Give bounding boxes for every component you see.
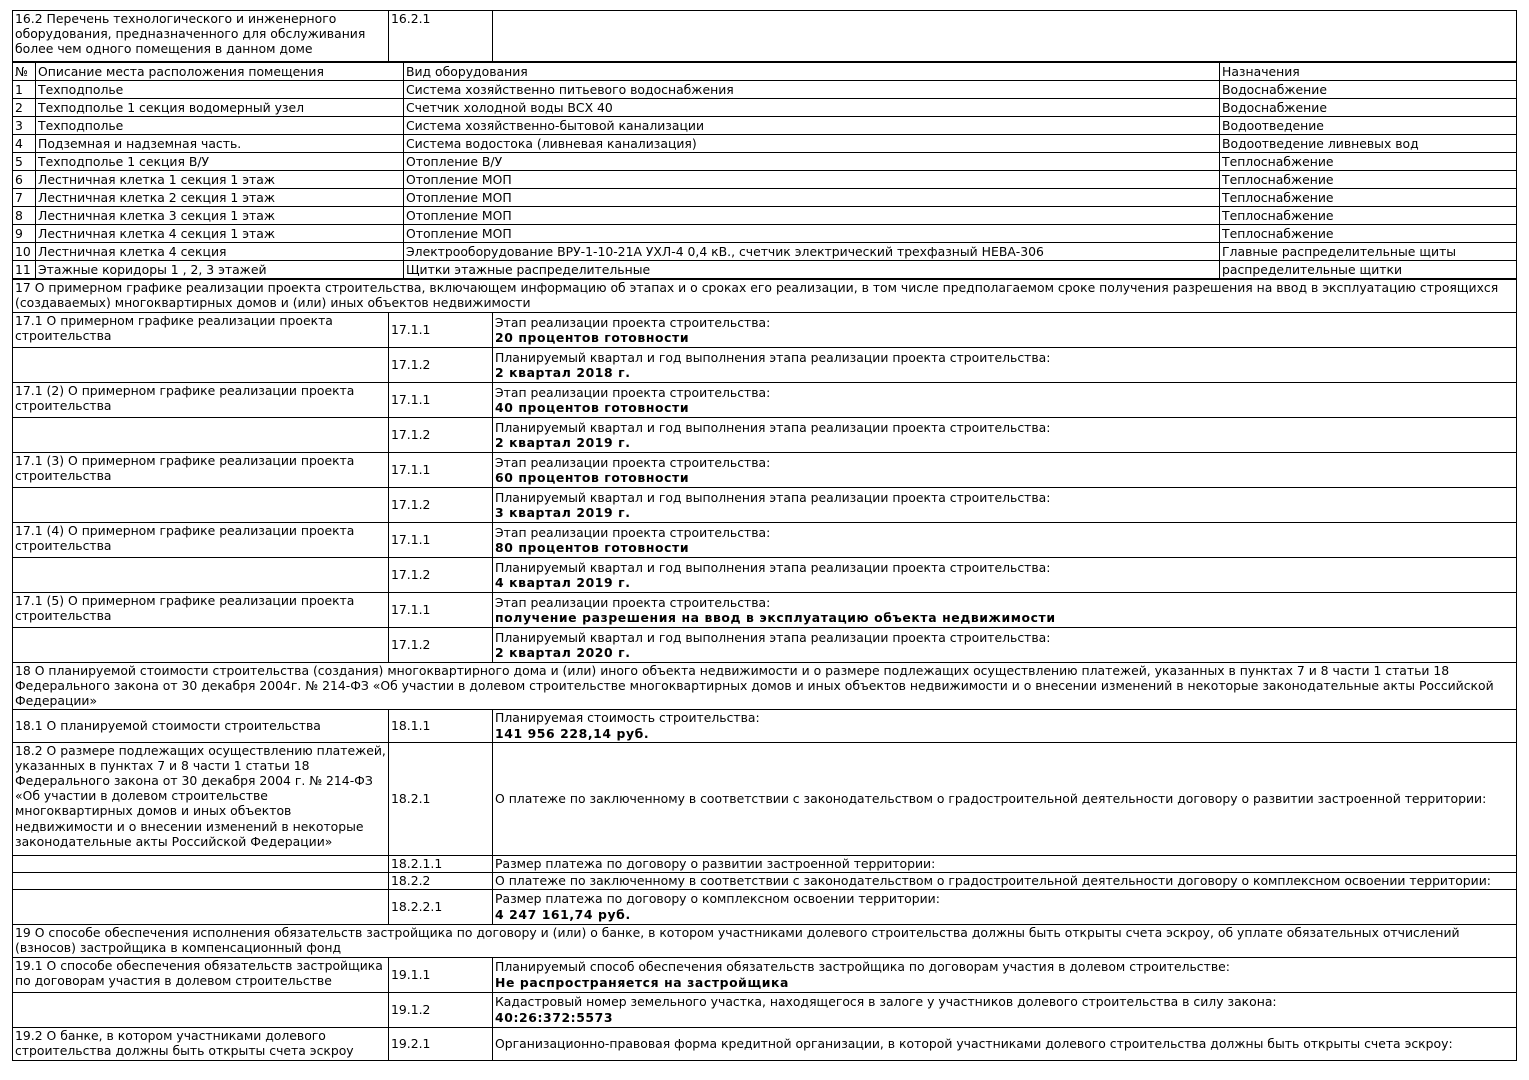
cell-location: Техподполье 1 секция водомерный узел — [36, 99, 404, 117]
table-row — [13, 117, 1517, 135]
quarter-value: 2 квартал 2019 г. — [495, 435, 631, 450]
section-16-value — [493, 11, 1517, 62]
stage-row — [13, 313, 1517, 348]
section-18-1-code: 18.1.1 — [389, 709, 493, 742]
stage-title: 17.1 (5) О примерном графике реализации проекта строительства — [13, 593, 389, 628]
cell-location: Техподполье — [36, 81, 404, 99]
header-equipment-type: Вид оборудования — [404, 63, 1220, 81]
stage-quarter-row — [13, 628, 1517, 663]
table-row — [13, 135, 1517, 153]
section-18-2-2-text: О платеже по заключенному в соответствии с законодательством о градостроительной деятельности договору о комплексном освоении территории: — [493, 872, 1517, 889]
quarter-code: 17.1.2 — [389, 418, 493, 453]
cell-location: Подземная и надземная часть. — [36, 135, 404, 153]
quarter-value: 2 квартал 2020 г. — [495, 645, 631, 660]
cell-equipment-type: Счетчик холодной воды ВСХ 40 — [404, 99, 1220, 117]
quarter-cell — [493, 488, 1517, 523]
table-row — [13, 189, 1517, 207]
section-19-1-1-code: 19.1.1 — [389, 957, 493, 992]
stage-quarter-row — [13, 558, 1517, 593]
cell-purpose: Водоснабжение — [1220, 81, 1517, 99]
table-row — [13, 243, 1517, 261]
stage-quarter-row — [13, 418, 1517, 453]
section-18-1-title: 18.1 О планируемой стоимости строительства — [13, 709, 389, 742]
complex-payment-label: Размер платежа по договору о комплексном освоении территории: — [495, 891, 940, 907]
cell-number: 1 — [13, 81, 36, 99]
quarter-label: Планируемый квартал и год выполнения этапа реализации проекта строительства: — [495, 419, 1051, 435]
quarter-cell — [493, 418, 1517, 453]
section-19-2-title: 19.2 О банке, в котором участниками долевого строительства должны быть открыты счета эскроу — [13, 1027, 389, 1060]
quarter-label: Планируемый квартал и год выполнения этапа реализации проекта строительства: — [495, 559, 1051, 575]
quarter-cell — [493, 628, 1517, 663]
stage-code: 17.1.1 — [389, 453, 493, 488]
cell-purpose: Теплоснабжение — [1220, 171, 1517, 189]
empty-cell — [13, 418, 389, 453]
equipment-header-row — [13, 63, 1517, 81]
section-19-2-1-code: 19.2.1 — [389, 1027, 493, 1060]
cell-purpose: распределительные щитки — [1220, 261, 1517, 279]
stage-title: 17.1 (3) О примерном графике реализации проекта строительства — [13, 453, 389, 488]
table-row — [13, 153, 1517, 171]
empty-cell — [13, 872, 389, 889]
stage-cell — [493, 523, 1517, 558]
stage-label: Этап реализации проекта строительства: — [495, 314, 771, 330]
cell-location: Этажные коридоры 1 , 2, 3 этажей — [36, 261, 404, 279]
cell-number: 8 — [13, 207, 36, 225]
section-19-1-title: 19.1 О способе обеспечения обязательств застройщика по договорам участия в долевом строительстве — [13, 957, 389, 992]
cell-equipment-type: Система хозяйственно питьевого водоснабжения — [404, 81, 1220, 99]
table-row — [13, 225, 1517, 243]
stage-label: Этап реализации проекта строительства: — [495, 384, 771, 400]
stage-title: 17.1 (4) О примерном графике реализации проекта строительства — [13, 523, 389, 558]
stage-code: 17.1.1 — [389, 313, 493, 348]
quarter-code: 17.1.2 — [389, 558, 493, 593]
stage-label: Этап реализации проекта строительства: — [495, 524, 771, 540]
cell-purpose: Водоотведение ливневых вод — [1220, 135, 1517, 153]
cell-purpose: Водоснабжение — [1220, 99, 1517, 117]
cell-location: Лестничная клетка 4 секция 1 этаж — [36, 225, 404, 243]
cell-purpose: Теплоснабжение — [1220, 207, 1517, 225]
section-19-1-2-code: 19.1.2 — [389, 992, 493, 1027]
header-number: № — [13, 63, 36, 81]
cell-equipment-type: Отопление МОП — [404, 171, 1220, 189]
section-19-2-1-text: Организационно-правовая форма кредитной организации, в которой участниками долевого строительства должны быть открыты счета эскроу: — [493, 1027, 1517, 1060]
empty-cell — [13, 558, 389, 593]
stage-cell — [493, 593, 1517, 628]
quarter-code: 17.1.2 — [389, 628, 493, 663]
quarter-value: 4 квартал 2019 г. — [495, 575, 631, 590]
main-table — [12, 279, 1517, 1061]
stage-label: Этап реализации проекта строительства: — [495, 594, 771, 610]
header-location: Описание места расположения помещения — [36, 63, 404, 81]
stage-cell — [493, 313, 1517, 348]
security-method-value: Не распространяется на застройщика — [495, 974, 790, 990]
security-method-label: Планируемый способ обеспечения обязательств застройщика по договорам участия в долевом строительстве: — [495, 959, 1230, 975]
stage-title: 17.1 О примерном графике реализации проекта строительства — [13, 313, 389, 348]
cell-purpose: Теплоснабжение — [1220, 225, 1517, 243]
cell-number: 2 — [13, 99, 36, 117]
stage-quarter-row — [13, 488, 1517, 523]
stage-row — [13, 383, 1517, 418]
quarter-label: Планируемый квартал и год выполнения этапа реализации проекта строительства: — [495, 489, 1051, 505]
cell-location: Техподполье 1 секция В/У — [36, 153, 404, 171]
cell-number: 4 — [13, 135, 36, 153]
section-16-table — [12, 10, 1517, 62]
header-purpose: Назначения — [1220, 63, 1517, 81]
quarter-code: 17.1.2 — [389, 348, 493, 383]
cell-equipment-type: Отопление МОП — [404, 225, 1220, 243]
empty-cell — [13, 488, 389, 523]
quarter-label: Планируемый квартал и год выполнения этапа реализации проекта строительства: — [495, 629, 1051, 645]
cell-equipment-type: Система водостока (ливневая канализация) — [404, 135, 1220, 153]
stage-quarter-row — [13, 348, 1517, 383]
stage-label: Этап реализации проекта строительства: — [495, 454, 771, 470]
section-16-title: 16.2 Перечень технологического и инженерного оборудования, предназначенного для обслуживания более чем одного помещения в данном доме — [13, 11, 389, 62]
empty-cell — [13, 855, 389, 872]
cell-number: 6 — [13, 171, 36, 189]
cell-number: 10 — [13, 243, 36, 261]
section-18-2-1-1-code: 18.2.1.1 — [389, 855, 493, 872]
quarter-cell — [493, 348, 1517, 383]
section-19-heading: 19 О способе обеспечения исполнения обязательств застройщика по договору и (или) о банке, в котором участниками долевого строительства должны быть открыты счета эскроу, об уплате обязательных отчислений (взносов) застройщика в компенсационный фонд — [13, 924, 1517, 957]
empty-cell — [13, 348, 389, 383]
stage-row — [13, 523, 1517, 558]
planned-cost-value: 141 956 228,14 руб. — [495, 725, 650, 741]
stage-value: 60 процентов готовности — [495, 470, 690, 485]
cell-location: Техподполье — [36, 117, 404, 135]
section-18-2-text: О платеже по заключенному в соответствии с законодательством о градостроительной деятельности договору о развитии застроенной территории: — [493, 742, 1517, 855]
section-18-1-cell — [493, 709, 1517, 742]
cell-number: 5 — [13, 153, 36, 171]
cell-number: 9 — [13, 225, 36, 243]
table-row — [13, 99, 1517, 117]
cell-equipment-type: Отопление МОП — [404, 189, 1220, 207]
stage-cell — [493, 383, 1517, 418]
complex-payment-value: 4 247 161,74 руб. — [495, 906, 631, 922]
cell-equipment-type: Щитки этажные распределительные — [404, 261, 1220, 279]
cell-equipment-type: Электрооборудование ВРУ-1-10-21А УХЛ-4 0,4 кВ., счетчик электрический трехфазный НЕВА-306 — [404, 243, 1220, 261]
empty-cell — [13, 992, 389, 1027]
section-18-2-code: 18.2.1 — [389, 742, 493, 855]
stage-value: получение разрешения на ввод в эксплуатацию объекта недвижимости — [495, 610, 1056, 625]
empty-cell — [13, 628, 389, 663]
cell-purpose: Водоотведение — [1220, 117, 1517, 135]
cell-location: Лестничная клетка 4 секция — [36, 243, 404, 261]
stage-title: 17.1 (2) О примерном графике реализации проекта строительства — [13, 383, 389, 418]
stage-value: 80 процентов готовности — [495, 540, 690, 555]
section-18-2-1-1-text: Размер платежа по договору о развитии застроенной территории: — [493, 855, 1517, 872]
cell-number: 7 — [13, 189, 36, 207]
cell-location: Лестничная клетка 3 секция 1 этаж — [36, 207, 404, 225]
cadastral-label: Кадастровый номер земельного участка, находящегося в залоге у участников долевого строительства в силу закона: — [495, 994, 1277, 1010]
cell-location: Лестничная клетка 2 секция 1 этаж — [36, 189, 404, 207]
section-18-2-2-1-cell — [493, 889, 1517, 924]
quarter-value: 3 квартал 2019 г. — [495, 505, 631, 520]
planned-cost-label: Планируемая стоимость строительства: — [495, 710, 760, 726]
stage-value: 40 процентов готовности — [495, 400, 690, 415]
cell-equipment-type: Система хозяйственно-бытовой канализации — [404, 117, 1220, 135]
stage-code: 17.1.1 — [389, 523, 493, 558]
stage-code: 17.1.1 — [389, 593, 493, 628]
disclosure-document — [12, 10, 1517, 1061]
cell-number: 11 — [13, 261, 36, 279]
cell-number: 3 — [13, 117, 36, 135]
section-18-2-title: 18.2 О размере подлежащих осуществлению платежей, указанных в пунктах 7 и 8 части 1 статьи 18 Федерального закона от 30 декабря 2004 г. № 214-ФЗ «Об участии в долевом строительстве многоквартирных домов и иных объектов недвижимости и о внесении изменений в некоторые законодательные акты Российской Федерации» — [13, 742, 389, 855]
cell-purpose: Теплоснабжение — [1220, 189, 1517, 207]
quarter-cell — [493, 558, 1517, 593]
cell-equipment-type: Отопление МОП — [404, 207, 1220, 225]
equipment-table — [12, 62, 1517, 279]
stage-row — [13, 593, 1517, 628]
section-17-heading: 17 О примерном графике реализации проекта строительства, включающем информацию об этапах и о сроках его реализации, в том числе предполагаемом сроке получения разрешения на ввод в эксплуатацию строящихся (создаваемых) многоквартирных домов и (или) иных объектов недвижимости — [13, 280, 1517, 313]
table-row — [13, 207, 1517, 225]
cell-equipment-type: Отопление В/У — [404, 153, 1220, 171]
section-16-code: 16.2.1 — [389, 11, 493, 62]
section-18-heading: 18 О планируемой стоимости строительства (создания) многоквартирного дома и (или) иного объекта недвижимости и о размере подлежащих осуществлению платежей, указанных в пунктах 7 и 8 части 1 статьи 18 Федерального закона от 30 декабря 2004г. № 214-ФЗ «Об участии в долевом строительстве многоквартирных домов и иных объектов недвижимости и о внесении изменений в некоторые законодательные акты Российской Федерации» — [13, 663, 1517, 710]
cell-purpose: Главные распределительные щиты — [1220, 243, 1517, 261]
cell-location: Лестничная клетка 1 секция 1 этаж — [36, 171, 404, 189]
cell-purpose: Теплоснабжение — [1220, 153, 1517, 171]
quarter-code: 17.1.2 — [389, 488, 493, 523]
section-18-2-2-1-code: 18.2.2.1 — [389, 889, 493, 924]
stage-cell — [493, 453, 1517, 488]
quarter-label: Планируемый квартал и год выполнения этапа реализации проекта строительства: — [495, 349, 1051, 365]
stage-code: 17.1.1 — [389, 383, 493, 418]
stage-value: 20 процентов готовности — [495, 330, 690, 345]
section-19-1-2-cell — [493, 992, 1517, 1027]
table-row — [13, 171, 1517, 189]
table-row — [13, 81, 1517, 99]
table-row — [13, 261, 1517, 279]
section-19-1-1-cell — [493, 957, 1517, 992]
stage-row — [13, 453, 1517, 488]
section-18-2-2-code: 18.2.2 — [389, 872, 493, 889]
empty-cell — [13, 889, 389, 924]
cadastral-value: 40:26:372:5573 — [495, 1009, 614, 1025]
quarter-value: 2 квартал 2018 г. — [495, 365, 631, 380]
